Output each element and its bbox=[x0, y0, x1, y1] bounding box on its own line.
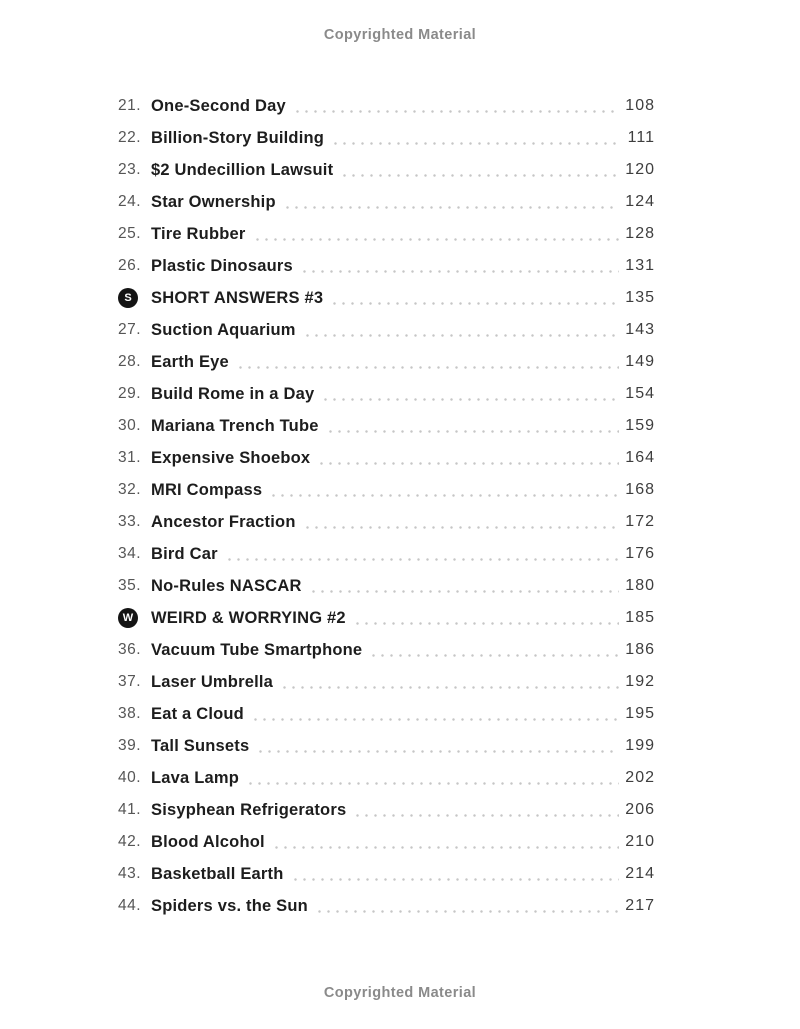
dot-leader bbox=[303, 526, 619, 529]
dot-leader bbox=[256, 750, 619, 753]
chapter-number: 44. bbox=[118, 897, 142, 914]
toc-row bbox=[118, 570, 655, 602]
chapter-title: Spiders vs. the Sun bbox=[151, 896, 308, 915]
toc-row bbox=[118, 794, 655, 826]
toc-row bbox=[118, 250, 655, 282]
dot-leader bbox=[300, 270, 619, 273]
chapter-title: Eat a Cloud bbox=[151, 704, 244, 723]
chapter-number: 23. bbox=[118, 161, 142, 178]
toc-row bbox=[118, 154, 655, 186]
toc-row bbox=[118, 218, 655, 250]
section-title: WEIRD & WORRYING #2 bbox=[151, 608, 346, 627]
chapter-title: Mariana Trench Tube bbox=[151, 416, 319, 435]
toc-row bbox=[118, 378, 655, 410]
page-number: 159 bbox=[625, 417, 655, 434]
chapter-number: 43. bbox=[118, 865, 142, 882]
copyright-notice-top: Copyrighted Material bbox=[323, 27, 477, 43]
dot-leader bbox=[251, 718, 619, 721]
page-number: 164 bbox=[625, 449, 655, 466]
dot-leader bbox=[236, 366, 619, 369]
page-number: 172 bbox=[625, 513, 655, 530]
chapter-number: 38. bbox=[118, 705, 142, 722]
chapter-title: Build Rome in a Day bbox=[151, 384, 315, 403]
chapter-title: Blood Alcohol bbox=[151, 832, 265, 851]
toc-row bbox=[118, 186, 655, 218]
chapter-title: No-Rules NASCAR bbox=[151, 576, 302, 595]
chapter-number: 31. bbox=[118, 449, 142, 466]
chapter-title: One-Second Day bbox=[151, 96, 286, 115]
page-number: 217 bbox=[625, 897, 655, 914]
copyright-notice-bottom: Copyrighted Material bbox=[323, 985, 477, 1001]
chapter-title: Star Ownership bbox=[151, 192, 276, 211]
toc-row bbox=[118, 634, 655, 666]
chapter-title: Basketball Earth bbox=[151, 864, 284, 883]
page-number: 131 bbox=[625, 257, 655, 274]
chapter-number: 36. bbox=[118, 641, 142, 658]
chapter-title: Ancestor Fraction bbox=[151, 512, 296, 531]
page-number: 195 bbox=[625, 705, 655, 722]
page-number: 135 bbox=[625, 289, 655, 306]
chapter-title: Earth Eye bbox=[151, 352, 229, 371]
toc-row bbox=[118, 698, 655, 730]
page-number: 210 bbox=[625, 833, 655, 850]
dot-leader bbox=[272, 846, 619, 849]
dot-leader bbox=[283, 206, 619, 209]
toc-row bbox=[118, 90, 655, 122]
toc-row bbox=[118, 410, 655, 442]
chapter-title: $2 Undecillion Lawsuit bbox=[151, 160, 334, 179]
chapter-title: Tall Sunsets bbox=[151, 736, 250, 755]
dot-leader bbox=[280, 686, 619, 689]
toc-row bbox=[118, 538, 655, 570]
toc-row bbox=[118, 730, 655, 762]
chapter-number: 26. bbox=[118, 257, 142, 274]
chapter-number: 41. bbox=[118, 801, 142, 818]
toc-row bbox=[118, 442, 655, 474]
weird-worrying-icon: W bbox=[118, 608, 138, 628]
chapter-title: MRI Compass bbox=[151, 480, 263, 499]
page-number: 214 bbox=[625, 865, 655, 882]
dot-leader bbox=[353, 622, 619, 625]
chapter-number: 25. bbox=[118, 225, 142, 242]
dot-leader bbox=[369, 654, 619, 657]
chapter-number: 29. bbox=[118, 385, 142, 402]
dot-leader bbox=[353, 814, 619, 817]
toc-row bbox=[118, 858, 655, 890]
toc-row bbox=[118, 890, 655, 922]
page-number: 206 bbox=[625, 801, 655, 818]
page-number: 111 bbox=[627, 129, 655, 146]
toc-row bbox=[118, 666, 655, 698]
page-number: 120 bbox=[625, 161, 655, 178]
dot-leader bbox=[331, 142, 619, 145]
dot-leader bbox=[309, 590, 619, 593]
page-number: 168 bbox=[625, 481, 655, 498]
chapter-title: Suction Aquarium bbox=[151, 320, 296, 339]
dot-leader bbox=[246, 782, 619, 785]
page-number: 180 bbox=[625, 577, 655, 594]
page-number: 176 bbox=[625, 545, 655, 562]
chapter-title: Lava Lamp bbox=[151, 768, 239, 787]
dot-leader bbox=[317, 462, 619, 465]
section-title: SHORT ANSWERS #3 bbox=[151, 288, 324, 307]
page-number: 185 bbox=[625, 609, 655, 626]
page-number: 143 bbox=[625, 321, 655, 338]
dot-leader bbox=[315, 910, 619, 913]
toc-row-section bbox=[118, 282, 655, 314]
toc-row-section bbox=[118, 602, 655, 634]
chapter-number: 40. bbox=[118, 769, 142, 786]
dot-leader bbox=[330, 302, 619, 305]
page-number: 108 bbox=[625, 97, 655, 114]
toc-row bbox=[118, 506, 655, 538]
toc-row bbox=[118, 122, 655, 154]
chapter-title: Vacuum Tube Smartphone bbox=[151, 640, 363, 659]
chapter-title: Billion-Story Building bbox=[151, 128, 325, 147]
dot-leader bbox=[253, 238, 620, 241]
page-number: 186 bbox=[625, 641, 655, 658]
page-number: 192 bbox=[625, 673, 655, 690]
dot-leader bbox=[321, 398, 619, 401]
page-number: 149 bbox=[625, 353, 655, 370]
dot-leader bbox=[293, 110, 619, 113]
chapter-title: Laser Umbrella bbox=[151, 672, 274, 691]
chapter-number: 34. bbox=[118, 545, 142, 562]
chapter-number: 32. bbox=[118, 481, 142, 498]
chapter-number: 37. bbox=[118, 673, 142, 690]
chapter-title: Sisyphean Refrigerators bbox=[151, 800, 347, 819]
chapter-title: Plastic Dinosaurs bbox=[151, 256, 293, 275]
toc-row bbox=[118, 314, 655, 346]
dot-leader bbox=[291, 878, 619, 881]
page-number: 199 bbox=[625, 737, 655, 754]
dot-leader bbox=[303, 334, 619, 337]
dot-leader bbox=[269, 494, 619, 497]
chapter-number: 28. bbox=[118, 353, 142, 370]
chapter-number: 24. bbox=[118, 193, 142, 210]
chapter-number: 33. bbox=[118, 513, 142, 530]
chapter-number: 21. bbox=[118, 97, 142, 114]
chapter-number: 22. bbox=[118, 129, 142, 146]
page-number: 154 bbox=[625, 385, 655, 402]
chapter-number: 39. bbox=[118, 737, 142, 754]
dot-leader bbox=[340, 174, 619, 177]
toc-row bbox=[118, 474, 655, 506]
chapter-number: 35. bbox=[118, 577, 142, 594]
toc-row bbox=[118, 826, 655, 858]
page-number: 202 bbox=[625, 769, 655, 786]
page-number: 128 bbox=[625, 225, 655, 242]
chapter-title: Tire Rubber bbox=[151, 224, 246, 243]
chapter-number: 42. bbox=[118, 833, 142, 850]
chapter-number: 27. bbox=[118, 321, 142, 338]
dot-leader bbox=[225, 558, 619, 561]
page-number: 124 bbox=[625, 193, 655, 210]
toc-row bbox=[118, 762, 655, 794]
chapter-number: 30. bbox=[118, 417, 142, 434]
chapter-title: Bird Car bbox=[151, 544, 218, 563]
toc-row bbox=[118, 346, 655, 378]
short-answers-icon: S bbox=[118, 288, 138, 308]
dot-leader bbox=[326, 430, 619, 433]
table-of-contents bbox=[118, 90, 655, 922]
chapter-title: Expensive Shoebox bbox=[151, 448, 311, 467]
